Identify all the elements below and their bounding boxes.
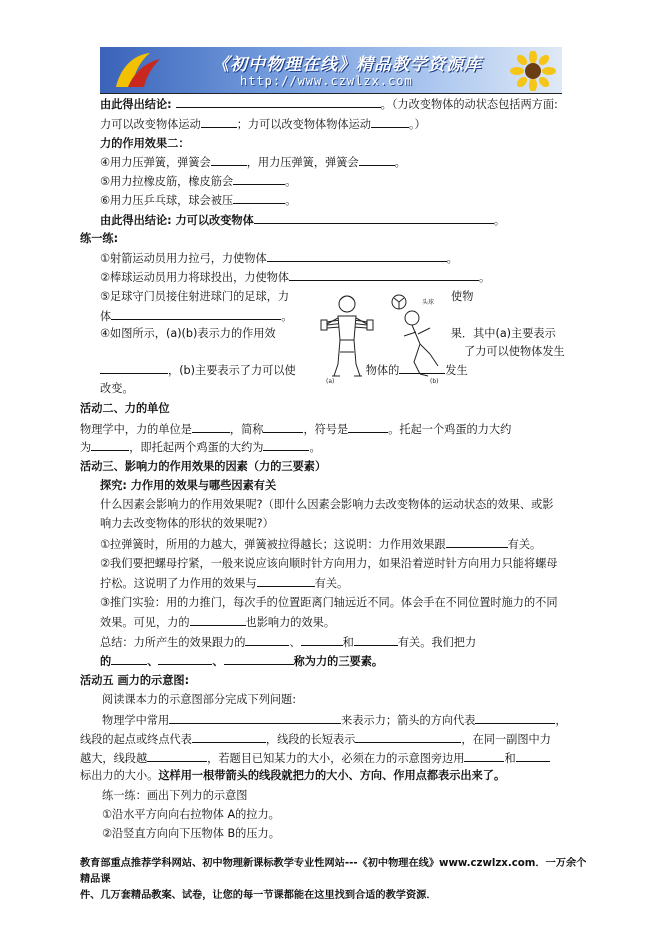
factor-2: ②我们要把螺母拧紧，一般来说应该向顺时针方向用力，如果沿着逆时针方向用力只能将螺母 — [100, 557, 558, 570]
practice-2: ②棒球运动员用力将球投出，力使物体 。 — [100, 271, 491, 284]
item-6: ⑥用力压乒乓球，球会被压 。 — [100, 194, 297, 207]
figure-b-label: (b) — [430, 378, 439, 384]
conclusion-line-2: 力可以改变物体运动 ；力可以改变物体物体运动 。） — [100, 118, 426, 131]
figure-b-caption: 头球 — [422, 299, 435, 306]
summary-line-2: 的 、 、 称为力的三要素。 — [100, 655, 384, 668]
site-url[interactable]: http://www.czwlzx.com — [240, 74, 413, 88]
exercise-heading: 练一练：画出下列力的示意图 — [102, 789, 248, 802]
practice-3: ⑤足球守门员接住射进球门的足球，力 使物 — [100, 290, 474, 303]
site-logo-icon — [110, 49, 166, 91]
sunflower-icon — [508, 51, 558, 91]
practice-4: ④如图所示，(a)(b)表示力的作用效 果．其中(a)主要表示 — [100, 327, 556, 340]
exercise-1: ①沿水平方向向右拉物体 A的拉力。 — [102, 808, 280, 821]
reading-instruction: 阅读课本力的示意图部分完成下列问题: — [102, 693, 296, 706]
factor-2-cont: 拧松。这说明了力作用的效果与 有关。 — [100, 577, 349, 590]
factor-1: ①拉弹簧时，所用的力越大，弹簧被拉得越长；这说明：力作用效果跟 有关。 — [100, 538, 542, 551]
diagram-line-1: 物理学中常用 来表示力；箭头的方向代表 ， — [102, 714, 567, 727]
factor-3: ③推门实验：用的力推门，每次手的位置距离门轴远近不同。体会手在不同位置时施力的不同 — [100, 596, 558, 609]
figure-b-header — [390, 292, 446, 384]
item-5: ⑤用力拉橡皮筋，橡皮筋会 。 — [100, 175, 297, 188]
figure-a-stretching — [318, 292, 376, 384]
factor-3-cont: 效果。可见，力的 也影响力的效果。 — [100, 616, 336, 629]
explore-heading: 探究: 力作用的效果与哪些因素有关 — [100, 479, 277, 492]
footer-line-2: 件、几万套精品教案、试卷，让您的每一节课都能在这里找到合适的教学资源． — [80, 890, 437, 901]
practice-4-cont: ，(b)主要表示了力可以使 物体的 发生 — [100, 362, 468, 379]
practice-1: ①射箭运动员用力拉弓，力使物体 。 — [100, 252, 458, 265]
item-4: ④用力压弹簧，弹簧会 ，用力压弹簧，弹簧会 。 — [100, 156, 406, 169]
header-banner — [100, 47, 562, 93]
question-line-2: 响力去改变物体的形状的效果呢?） — [100, 517, 274, 530]
question-line-1: 什么因素会影响力的作用效果呢?（即什么因素会影响力去改变物体的运动状态的效果、或影 — [100, 498, 554, 511]
conclusion-line-1: 由此得出结论: 。（力改变物体的动状态包括两方面: — [100, 98, 558, 111]
activity-3-heading: 活动三、影响力的作用效果的因素（力的三要素） — [80, 460, 327, 473]
practice-3-cont: 体 。 — [100, 310, 293, 323]
diagram-line-2: 线段的起点或终点代表 ，线段的长短表示 ，在同一副图中力 — [80, 733, 551, 746]
unit-line-2: 为 ，即托起两个鸡蛋的大约为 。 — [80, 441, 321, 454]
site-title: 《初中物理在线》精品教学资源库 — [212, 55, 482, 75]
effect-two-heading: 力的作用效果二： — [100, 137, 190, 150]
exercise-2: ②沿竖直方向向下压物体 B的压力。 — [102, 827, 280, 840]
unit-line-1: 物理学中，力的单位是 ，简称 ，符号是 。托起一个鸡蛋的力大约 — [80, 423, 512, 436]
activity-5-heading: 活动五 画力的示意图: — [80, 674, 190, 687]
conclusion-line-3: 由此得出结论: 力可以改变物体 。 — [100, 214, 506, 227]
practice-4-right: 了力可以使物体发生 — [464, 345, 565, 358]
figure-a-label: (a) — [326, 378, 335, 384]
diagram-line-4: 标出力的大小。这样用一根带箭头的线段就把力的大小、方向、作用点都表示出来了。 — [80, 769, 506, 782]
footer-line-1: 教育部重点推荐学科网站、初中物理新课标教学专业性网站---《初中物理在线》www.czwlzx.com．一万余个精品课 — [80, 858, 587, 885]
header-rule — [100, 93, 562, 94]
activity-2-heading: 活动二、力的单位 — [80, 402, 170, 415]
practice-heading: 练一练: — [80, 232, 119, 245]
summary-line-1: 总结：力所产生的效果跟力的 、 和 有关。我们把力 — [100, 636, 477, 649]
practice-4-end: 改变。 — [100, 382, 134, 395]
diagram-line-3: 越大，线段越 ，若题目已知某力的大小，必须在力的示意图旁边用 和 — [80, 750, 550, 767]
page-footer — [80, 856, 590, 904]
